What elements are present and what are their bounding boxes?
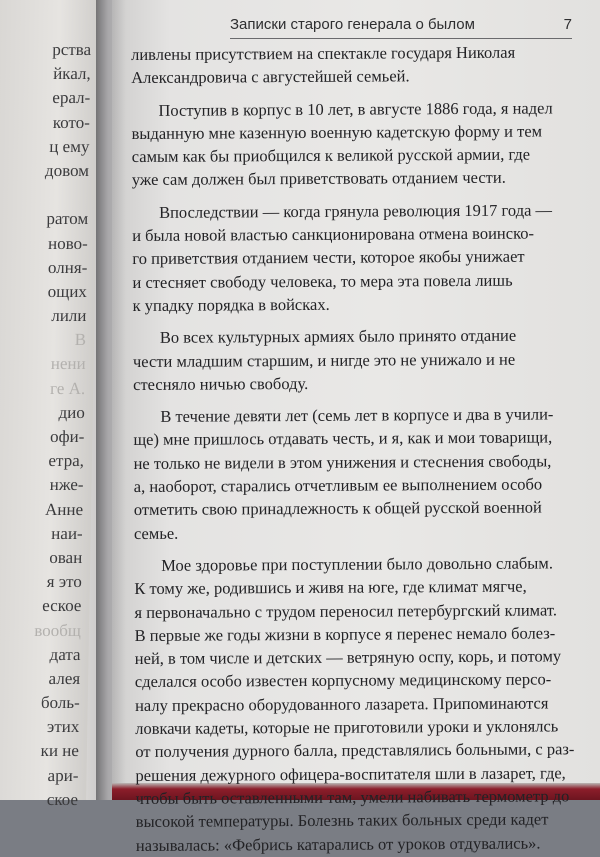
text-line: Александровича с августейшей семьей. <box>131 66 410 88</box>
paragraph <box>131 40 589 89</box>
paragraph <box>132 198 591 317</box>
text-line: и была новой властью санкционирована отмена воинско- <box>132 223 535 246</box>
facing-page-line: ге А. <box>49 378 86 398</box>
text-line: Впоследствии — когда грянула революция 1917 года — <box>158 200 553 222</box>
facing-page-line: дио <box>58 402 85 422</box>
text-line: Во всех культурных армиях было принято отдание <box>159 325 517 348</box>
text-line: чести младшим старшим, и нигде это не унижало и не <box>132 349 516 371</box>
text-line: высокой температуры. Болезнь таких больных среди кадет <box>135 809 549 832</box>
text-line: В первые же годы жизни в корпусе я перенес немало болез- <box>134 623 556 645</box>
facing-page-line: алея <box>48 668 81 688</box>
facing-page-fragment <box>0 0 100 809</box>
text-line: выданную мне казенную военную кадетскую форму и тем <box>131 121 543 143</box>
text-line: Поступив в корпус в 10 лет, в августе 1886 года, я надел <box>158 98 553 120</box>
text-line: налу прекрасно оборудованного лазарета. Припоминаются <box>134 693 549 715</box>
paragraph <box>134 551 594 857</box>
facing-page-line: ари- <box>47 765 79 785</box>
facing-page-line: йкал, <box>53 64 91 84</box>
page-number: 7 <box>563 16 572 33</box>
facing-page-line: ратом <box>46 209 89 229</box>
facing-page-line: наи- <box>51 523 83 543</box>
facing-page-line <box>0 183 89 207</box>
paragraph <box>133 402 592 545</box>
facing-page-line: ново- <box>47 233 88 253</box>
facing-page-line: дата <box>49 644 81 664</box>
text-line: В течение девяти лет (семь лет в корпусе и два в учили- <box>160 404 554 426</box>
text-line: ще) мне пришлось отдавать честь, и я, как и мои товарищи, <box>133 427 553 450</box>
paragraph <box>131 96 590 192</box>
facing-page-line: офи- <box>49 427 85 446</box>
text-line: называлась: «Фебрись катарались от уроков отдувались». <box>135 833 541 855</box>
paragraph <box>133 323 591 396</box>
facing-page-line: нже- <box>49 475 84 495</box>
facing-page-line: лили <box>51 306 87 326</box>
running-header <box>112 6 582 36</box>
facing-page-line: етра, <box>48 451 85 471</box>
text-line: семье. <box>133 523 179 543</box>
text-line: и стесняет свободу человека, то мера эта повела лишь <box>132 270 513 292</box>
header-rule <box>230 38 572 39</box>
facing-page-line: рства <box>52 40 92 59</box>
facing-page-line: ское <box>46 789 79 809</box>
text-line: стесняло ничью свободу. <box>133 373 309 394</box>
facing-page-line: ерал- <box>52 88 91 108</box>
facing-page-line: этих <box>46 717 80 737</box>
text-line: чтобы быть оставленными там, умели набивать термометр до <box>135 786 570 808</box>
text-line: я первоначально с трудом переносил петербургский климат. <box>134 599 558 622</box>
facing-page-text <box>0 38 91 812</box>
running-header-title: Записки старого генерала о былом <box>230 16 475 33</box>
text-line: от получения дурного балла, представлялись больными, с раз- <box>135 739 575 762</box>
text-line: уже сам должен был приветствовать отданием чести. <box>131 168 506 190</box>
facing-page-line: ован <box>49 547 83 567</box>
text-line: го приветствия отданием чести, которое якобы унижает <box>132 246 525 269</box>
text-line: ловкачи кадеты, которые не приготовили уроки и уклонялсь <box>135 716 559 739</box>
facing-page-line: довом <box>44 160 90 180</box>
facing-page-line: ощих <box>47 281 88 301</box>
facing-page-line: Анне <box>44 499 84 519</box>
facing-page-line: В <box>74 330 87 350</box>
facing-page-line: еское <box>42 596 82 616</box>
page-body-text <box>131 40 594 857</box>
text-line: ней, в том числе и детских — ветряную оспу, корь, и потому <box>134 646 562 669</box>
facing-page-line: ки не <box>40 741 80 761</box>
text-line: а, наоборот, старались отчетливым ее выполнением особо <box>133 474 543 497</box>
facing-page-line: я это <box>46 572 83 592</box>
text-line: не только не видели в этом унижения и стеснения свободы, <box>133 451 552 473</box>
facing-page-line: нени <box>50 354 86 374</box>
text-line: к упадку порядка в войсках. <box>132 294 330 315</box>
text-line: отметить свою принадлежность к общей русской военной <box>133 497 542 520</box>
text-line: Мое здоровье при поступлении было довольно слабым. <box>161 553 553 575</box>
facing-page-line: боль- <box>40 693 80 713</box>
text-line: К тому же, родившись и живя на юге, где климат мягче, <box>134 576 527 599</box>
facing-page-line: олня- <box>47 257 88 277</box>
facing-page-line: ц ему <box>49 136 90 156</box>
text-line: самым как бы приобщился к великой русской армии, где <box>131 144 531 167</box>
text-line: сделался особо известен корпусному медицинскому персо- <box>134 669 552 692</box>
text-line: ливлены присутствием на спектакле государя Николая <box>131 42 516 64</box>
facing-page-line: вообщ <box>34 620 82 640</box>
facing-page-line: кото- <box>52 112 91 132</box>
text-line: решения дежурного офицера-воспитателя шли в лазарет, где, <box>135 762 566 785</box>
